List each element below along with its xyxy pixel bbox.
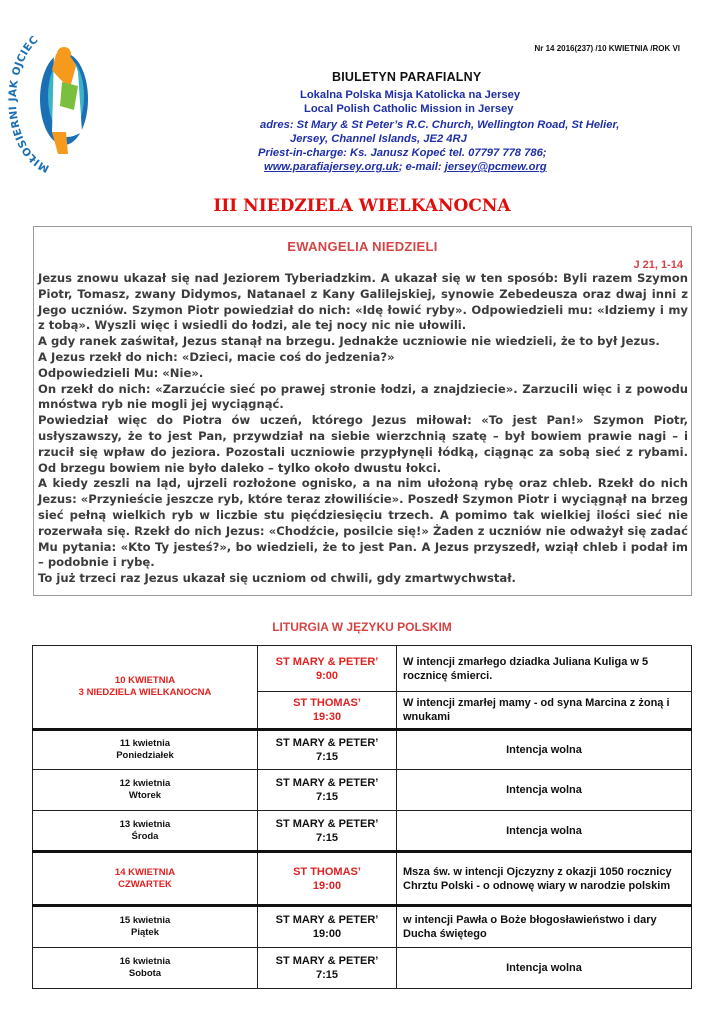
intention-cell: Intencja wolna [397, 730, 692, 770]
mission-name-pl: Lokalna Polska Misja Katolicka na Jersey [300, 89, 521, 101]
gospel-paragraph: A Jezus rzekł do nich: «Dzieci, macie coś do jedzenia?» [38, 349, 395, 364]
page-title: III NIEDZIELA WIELKANOCNA [213, 196, 511, 216]
church-name: ST MARY & PETER’ [275, 777, 379, 789]
mass-time: 19:00 [312, 928, 342, 940]
table-row [33, 730, 692, 770]
intention-cell: Intencja wolna [397, 770, 692, 811]
gospel-paragraph: On rzekł do nich: «Zarzućcie sieć po prawej stronie łodzi, a znajdziecie». Zarzucili więc i z powodu mnóstwa ryb nie mogli jej wyciągnąć. [38, 381, 688, 412]
church-cell [258, 692, 397, 730]
day-cell [33, 646, 258, 730]
table-row [33, 852, 692, 906]
intention-cell: W intencji zmarłej mamy - od syna Marcina z żoną i wnukami [397, 692, 692, 730]
day-date: 15 kwietnia [119, 915, 171, 926]
intention-cell: W intencji zmarłego dziadka Juliana Kuliga w 5 rocznicę śmierci. [397, 646, 692, 692]
mass-time: 7:15 [315, 791, 339, 803]
intention-cell: Intencja wolna [397, 811, 692, 852]
church-name: ST MARY & PETER’ [275, 914, 379, 926]
email-link[interactable]: jersey@pcmew.org [444, 161, 547, 173]
bulletin-title: BIULETYN PARAFIALNY [332, 70, 482, 84]
logo-figure-head [57, 47, 71, 61]
day-date: 12 kwietnia [119, 778, 171, 789]
table-row [33, 811, 692, 852]
mass-time: 7:15 [315, 969, 339, 981]
intention-cell: Intencja wolna [397, 948, 692, 989]
logo-arc-text: MIŁOSIERNI JAK OJCIEC [6, 33, 52, 174]
day-cell [33, 948, 258, 989]
gospel-title: EWANGELIA NIEDZIELI [287, 239, 438, 254]
mass-time: 19:00 [312, 879, 342, 892]
table-row [33, 948, 692, 989]
church-name: ST MARY & PETER’ [275, 655, 379, 668]
day-date: 10 KWIETNIA [114, 675, 176, 686]
day-name: Piątek [131, 927, 159, 938]
day-date: 11 kwietnia [119, 738, 171, 749]
mass-time: 19:30 [312, 711, 342, 723]
mass-time: 7:15 [315, 751, 339, 763]
logo-figure-feet [52, 132, 68, 154]
church-cell [258, 948, 397, 989]
gospel-paragraph: A kiedy zeszli na ląd, ujrzeli rozłożone ognisko, a na nim ułożoną rybę oraz chleb. Rzekł do nich Jezus: «Przynieście jeszcze ryb, które teraz złowiliście». Poszedł Szymon Piotr i wyciągnął na brzeg sieć pełną wielkich ryb w liczbie stu pięćdziesięciu trzech. A pomimo tak wielkiej ilości sieć nie rozerwała się. Rzekł do nich Jezus: «Chodźcie, posilcie się!» Żaden z uczniów nie odważył się zadać Mu pytania: «Kto Ty jesteś?», bo wiedzieli, że to jest Pan. A Jezus przyszedł, wziął chleb i podał im – podobnie i rybę. [38, 476, 688, 570]
church-name: ST MARY & PETER’ [275, 737, 379, 749]
day-name: Środa [131, 830, 159, 842]
day-name: Wtorek [128, 790, 162, 801]
gospel-box [33, 226, 692, 596]
mass-time: 9:00 [315, 669, 339, 682]
day-cell [33, 730, 258, 770]
gospel-paragraph: A gdy ranek zaświtał, Jezus stanął na brzegu. Jednakże uczniowie nie wiedzieli, że to był Jezus. [38, 334, 660, 349]
website-link[interactable]: www.parafiajersey.org.uk [264, 161, 399, 173]
day-name: CZWARTEK [118, 878, 172, 890]
liturgy-title: LITURGIA W JĘZYKU POLSKIM [272, 620, 452, 634]
gospel-paragraph: To już trzeci raz Jezus ukazał się uczniom od chwili, gdy zmartwychwstał. [38, 571, 516, 586]
church-cell [258, 646, 397, 692]
address-line-2: Jersey, Channel Islands, JE2 4RJ [290, 133, 467, 145]
gospel-paragraph: Powiedział więc do Piotra ów uczeń, którego Jezus miłował: «To jest Pan!» Szymon Piotr, usłyszawszy, że to jest Pan, przywdział na siebie wierzchnią szatę – był bowiem prawie nagi – i rzucił się wpław do jeziora. Pozostali uczniowie przypłynęli łódką, ciągnąc za sobą sieć z rybami. Od brzegu bowiem nie było daleko – tylko około dwustu łokci. [38, 413, 688, 475]
mission-name-en: Local Polish Catholic Mission in Jersey [304, 103, 514, 115]
church-name: ST THOMAS’ [293, 865, 361, 878]
church-cell [258, 906, 397, 948]
email-label: ; e-mail: [398, 161, 445, 173]
gospel-paragraph: Jezus znowu ukazał się nad Jeziorem Tyberiadzkim. A ukazał się w ten sposób: Byli razem Szymon Piotr, Tomasz, zwany Didymos, Natanael z Kany Galilejskiej, synowie Zebedeusza oraz dwaj inni z Jego uczniów. Szymon Piotr powiedział do nich: «Idę łowić ryby». Odpowiedzieli mu: «Idziemy i my z tobą». Wyszli więc i wsiedli do łodzi, ale tej nocy nic nie ułowili. [38, 271, 688, 333]
day-name: Poniedziałek [116, 750, 174, 761]
church-cell [258, 770, 397, 811]
day-date: 14 KWIETNIA [114, 866, 176, 878]
gospel-reference: J 21, 1-14 [633, 259, 683, 271]
intention-cell: w intencji Pawła o Boże błogosławieństwo i dary Ducha świętego [397, 906, 692, 948]
day-cell [33, 906, 258, 948]
address-line-1: adres: St Mary & St Peter’s R.C. Church, Wellington Road, St Helier, [260, 119, 620, 131]
issue-number: Nr 14 2016(237) /10 KWIETNIA /ROK VI [534, 44, 680, 53]
church-cell [258, 730, 397, 770]
table-row [33, 646, 692, 692]
day-cell [33, 770, 258, 811]
day-date: 13 kwietnia [119, 818, 171, 830]
day-cell [33, 811, 258, 852]
day-name: 3 NIEDZIELA WIELKANOCNA [78, 687, 212, 698]
intention-cell: Msza św. w intencji Ojczyzny z okazji 1050 rocznicy Chrztu Polski - o odnowę wiary w narodzie polskim [397, 852, 692, 906]
web-contact [264, 161, 547, 173]
church-name: ST THOMAS’ [293, 697, 361, 709]
gospel-paragraph: Odpowiedzieli Mu: «Nie». [38, 365, 204, 380]
liturgy-schedule-table [32, 645, 692, 989]
church-name: ST MARY & PETER’ [275, 817, 379, 830]
gospel-text [38, 271, 688, 587]
jubilee-of-mercy-logo [6, 14, 96, 174]
mass-time: 7:15 [315, 831, 339, 844]
church-name: ST MARY & PETER’ [275, 955, 379, 967]
church-cell [258, 811, 397, 852]
priest-contact: Priest-in-charge: Ks. Janusz Kopeć tel. 07797 778 786; [258, 147, 547, 159]
table-row [33, 770, 692, 811]
day-date: 16 kwietnia [119, 956, 171, 967]
day-cell [33, 852, 258, 906]
day-name: Sobota [128, 968, 162, 979]
church-cell [258, 852, 397, 906]
table-row [33, 906, 692, 948]
